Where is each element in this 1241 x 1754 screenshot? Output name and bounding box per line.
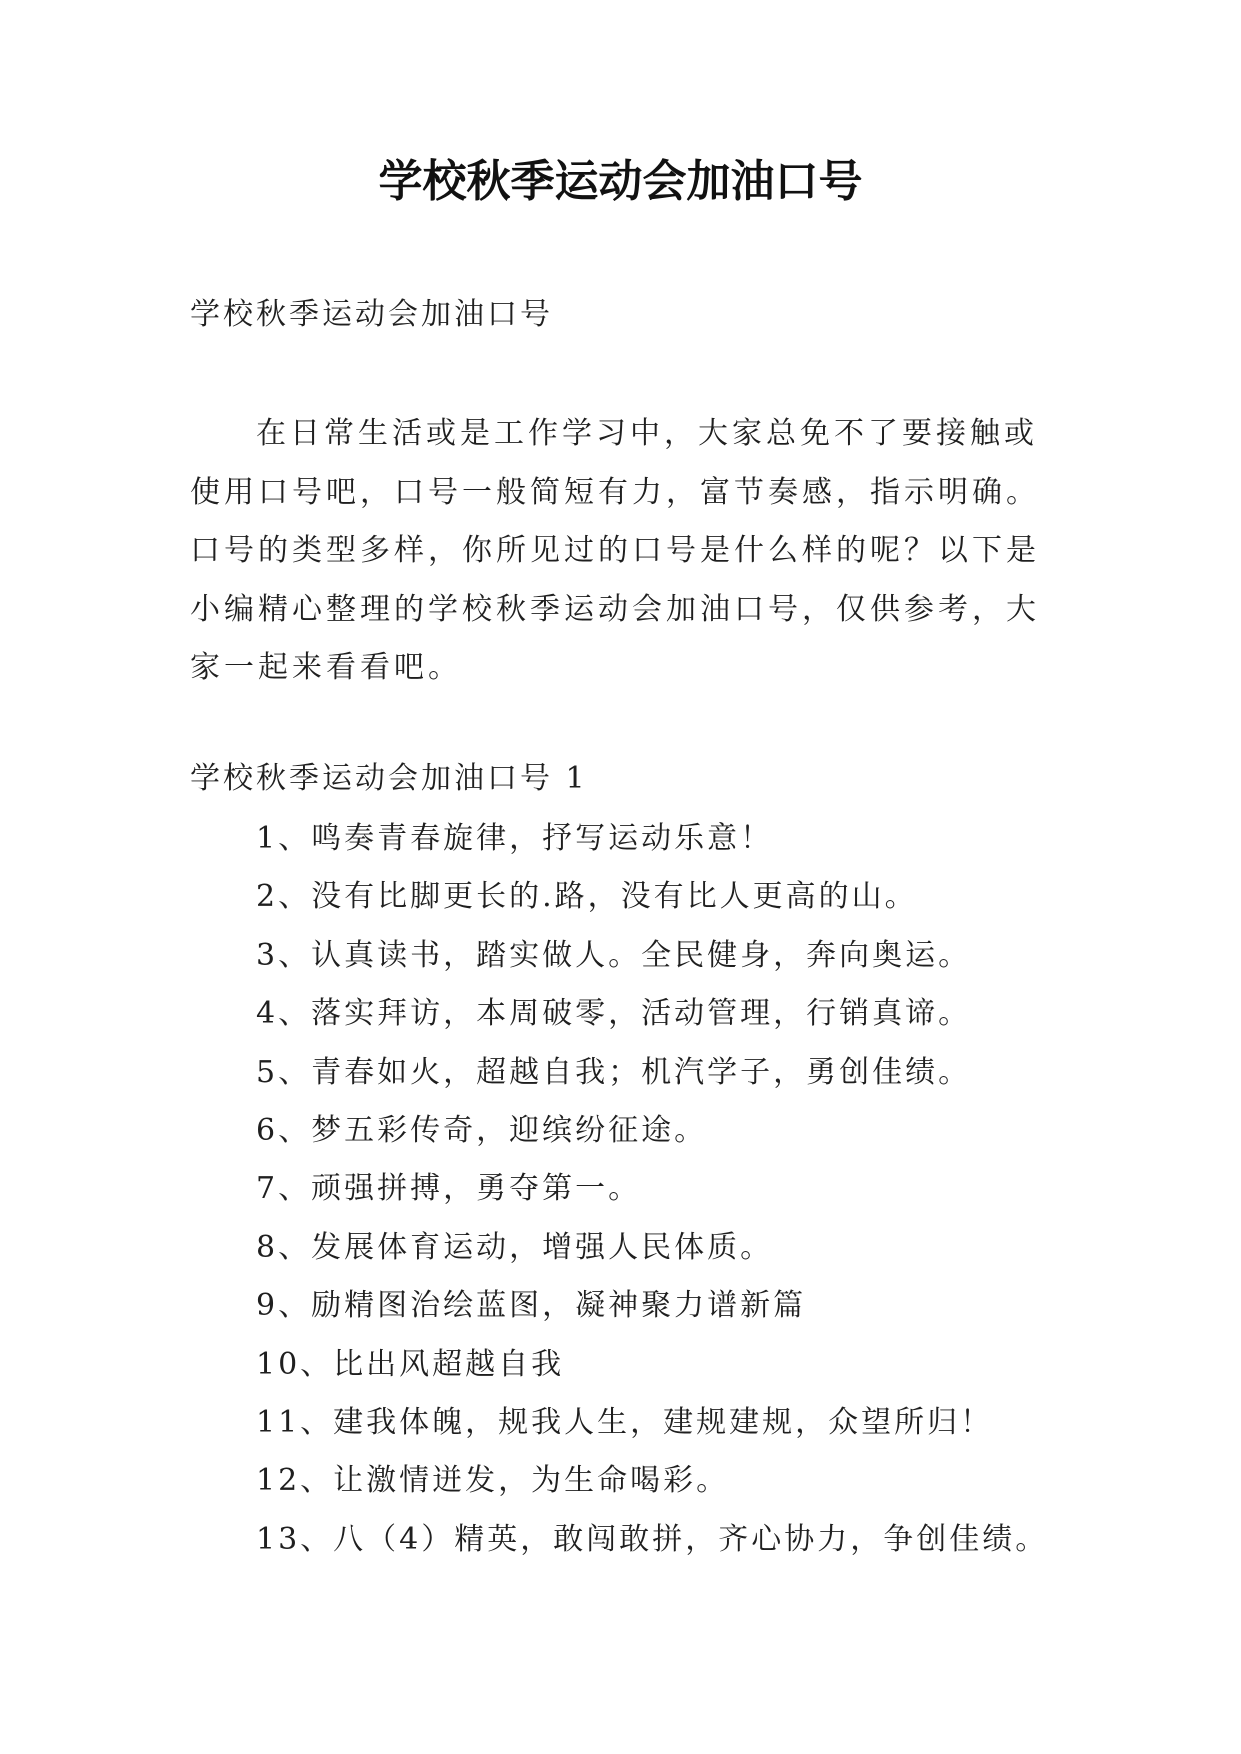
document-title: 学校秋季运动会加油口号: [378, 156, 863, 207]
slogan-item: 2、没有比脚更长的.路，没有比人更高的山。: [256, 879, 918, 915]
slogan-item: 4、落实拜访，本周破零，活动管理，行销真谛。: [256, 996, 972, 1032]
slogan-item: 6、梦五彩传奇，迎缤纷征途。: [256, 1112, 708, 1148]
intro-paragraph: 在日常生活或是工作学习中，大家总免不了要接触或使用口号吧，口号一般简短有力，富节奏感，指示明确。口号的类型多样，你所见过的口号是什么样的呢？以下是小编精心整理的学校秋季运动会加油口号，仅供参考，大家一起来看看吧。: [190, 416, 1040, 685]
slogan-item: 3、认真读书，踏实做人。全民健身，奔向奥运。: [256, 937, 972, 973]
slogan-item: 9、励精图治绘蓝图，凝神聚力谱新篇: [256, 1288, 807, 1324]
slogan-item: 7、顽强拼搏，勇夺第一。: [256, 1171, 642, 1207]
slogan-item: 10、比出风超越自我: [256, 1346, 565, 1382]
slogan-item: 13、八（4）精英，敢闯敢拼，齐心协力，争创佳绩。: [256, 1521, 1049, 1557]
slogan-item: 5、青春如火，超越自我；机汽学子，勇创佳绩。: [256, 1054, 972, 1090]
section-heading: 学校秋季运动会加油口号 1: [190, 761, 588, 796]
slogan-item: 8、发展体育运动，增强人民体质。: [256, 1229, 774, 1265]
slogan-list: [256, 810, 1048, 1569]
slogan-item: 12、让激情迸发，为生命喝彩。: [256, 1463, 730, 1499]
slogan-item: 11、建我体魄，规我人生，建规建规，众望所归！: [256, 1404, 994, 1440]
slogan-item: 1、鸣奏青春旋律，抒写运动乐意！: [256, 821, 774, 856]
document-subheading: 学校秋季运动会加油口号: [190, 297, 553, 332]
